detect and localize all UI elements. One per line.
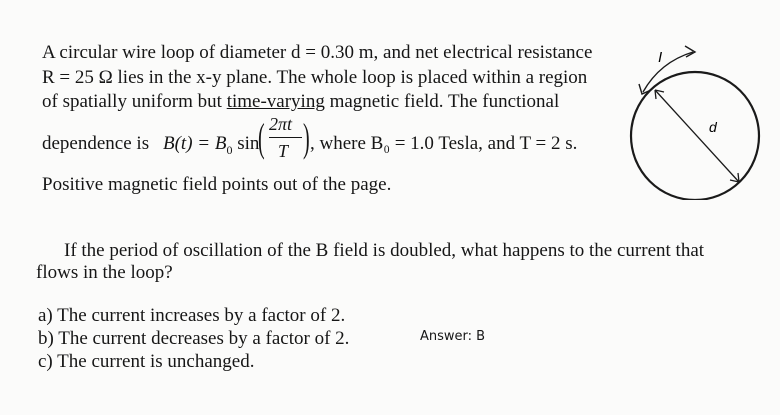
formula-lhs: [163, 133, 259, 161]
fraction-denominator: T: [278, 141, 289, 161]
problem-line-3-prefix: of spatially uniform but: [42, 91, 227, 112]
fraction-bar: [269, 137, 302, 138]
problem-line-2: R = 25 Ω lies in the x-y plane. The whole loop is placed within a region: [42, 67, 588, 88]
time-varying-underlined: time-varying: [226, 91, 325, 112]
problem-line-3-suffix: magnetic field. The functional: [324, 91, 560, 112]
problem-line-4-prefix: dependence is: [42, 133, 150, 154]
question-line-2: flows in the loop?: [36, 262, 173, 283]
loop-circle: [631, 72, 759, 200]
problem-line-1: A circular wire loop of diameter d = 0.30 m, and net electrical resistance: [42, 42, 593, 63]
loop-figure: [615, 40, 775, 200]
formula-sin: sin: [232, 133, 260, 154]
problem-line-5: Positive magnetic field points out of the page.: [42, 174, 392, 195]
current-label: I: [658, 49, 663, 66]
choice-a: a) The current increases by a factor of 2.: [38, 305, 346, 326]
formula-fraction: [260, 110, 312, 170]
problem-line-4-suffix: , where B₀ = 1.0 Tesla, and T = 2 s.: [310, 133, 578, 154]
diameter-label: d: [709, 119, 717, 135]
right-paren: ): [303, 115, 310, 160]
formula-lhs-text: B(t) = B: [163, 133, 227, 154]
choice-b: b) The current decreases by a factor of 2.: [38, 328, 350, 349]
left-paren: (: [258, 115, 265, 160]
answer-label: Answer: B: [420, 329, 486, 344]
choice-c: c) The current is unchanged.: [38, 351, 255, 372]
formula-subscript: 0: [226, 142, 233, 157]
diameter-line: [655, 90, 739, 182]
fraction-numerator: 2πt: [269, 114, 293, 134]
current-arrowhead-end: [685, 46, 695, 57]
question-line-1: If the period of oscillation of the B field is doubled, what happens to the current that: [64, 240, 705, 261]
